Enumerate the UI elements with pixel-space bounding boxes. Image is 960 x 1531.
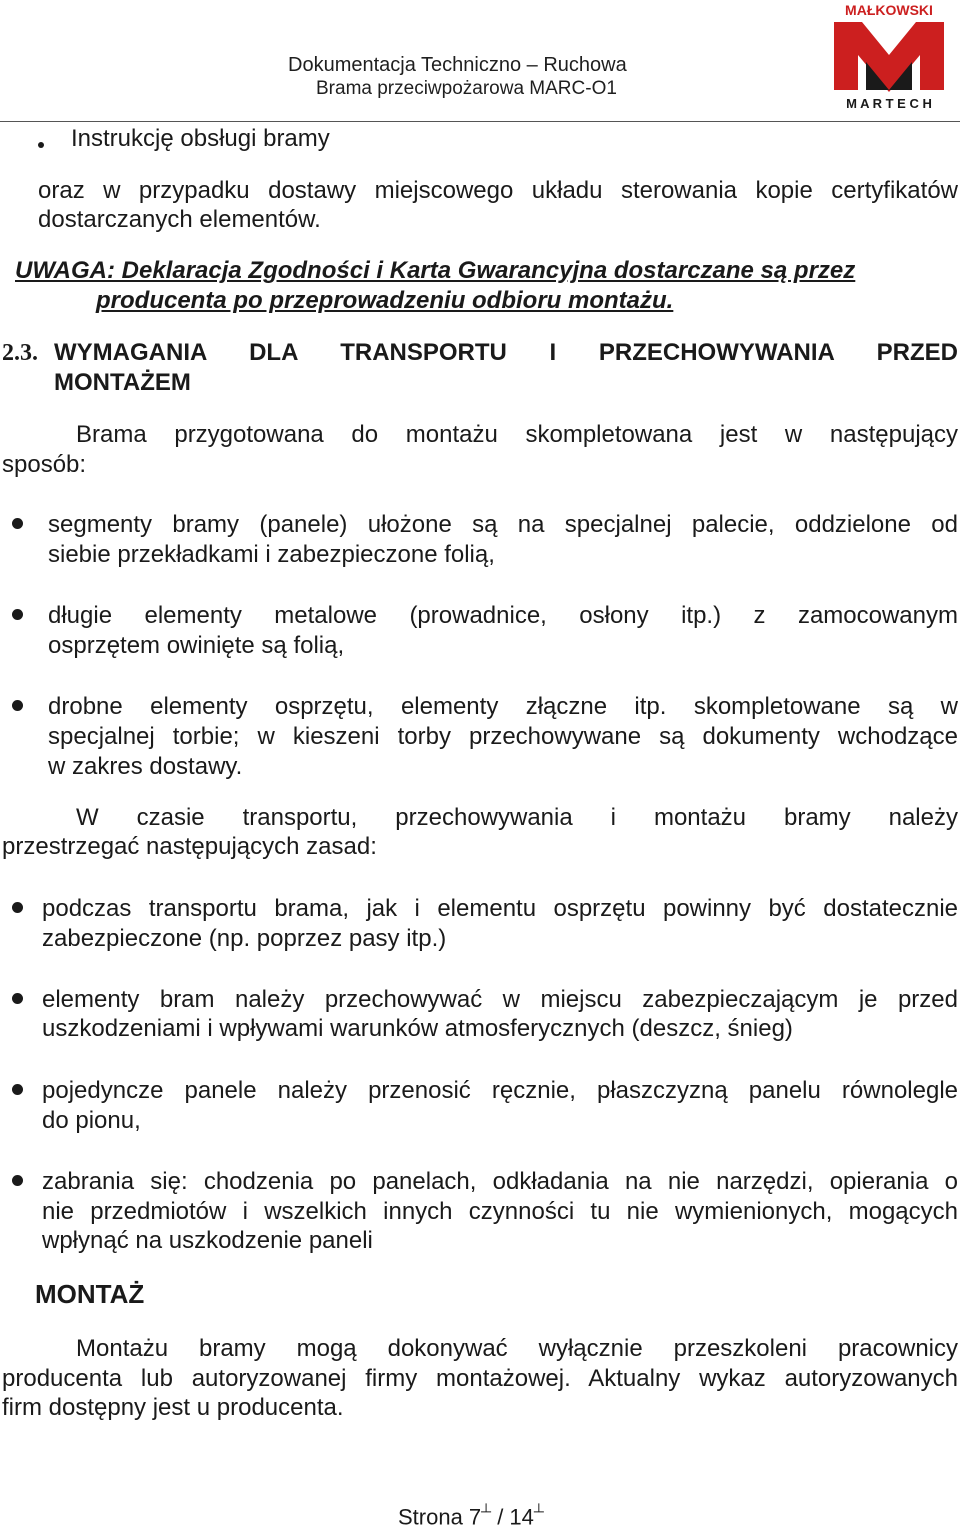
list2-item1-line1: podczas transportu brama, jak i elementu osprzętu powinny być dostatecznie (42, 895, 958, 922)
document-subtitle: Brama przeciwpożarowa MARC-O1 (316, 78, 617, 99)
section-title-line2: MONTAŻEM (54, 369, 191, 396)
list2-item4-line2: nie przedmiotów i wszelkich innych czynności tu nie wymienionych, mogących (42, 1198, 958, 1225)
warning-line1: UWAGA: Deklaracja Zgodności i Karta Gwarancyjna dostarczane są przez (15, 257, 856, 284)
montaz-para-line2: producenta lub autoryzowanej firmy montażowej. Aktualny wykaz autoryzowanych (2, 1365, 958, 1392)
list2-item4-line1: zabrania się: chodzenia po panelach, odkładania na nie narzędzi, opierania o (42, 1168, 958, 1195)
document-title: Dokumentacja Techniczno – Ruchowa (288, 54, 627, 76)
section-title-line1: WYMAGANIA DLA TRANSPORTU I PRZECHOWYWANIA PRZED (54, 339, 958, 366)
certs-para-line1: oraz w przypadku dostawy miejscowego układu sterowania kopie certyfikatów (38, 177, 958, 204)
bullet-icon (38, 142, 44, 148)
header-divider (0, 121, 960, 122)
bullet-icon (12, 609, 23, 620)
logo-m-shape (834, 22, 944, 92)
warning-line2: producenta po przeprowadzeniu odbioru montażu. (96, 287, 674, 314)
intro-line2: sposób: (2, 451, 87, 478)
intro-line1: Brama przygotowana do montażu skompletowana jest w następujący (76, 421, 958, 448)
logo-top-text: MAŁKOWSKI (845, 2, 933, 18)
rules-intro-line1: W czasie transportu, przechowywania i montażu bramy należy (76, 804, 958, 831)
montaz-para-line1: Montażu bramy mogą dokonywać wyłącznie przeszkoleni pracownicy (76, 1335, 958, 1362)
list1-item3-line3: w zakres dostawy. (48, 753, 243, 780)
bullet-icon (12, 1084, 23, 1095)
bullet-icon (12, 700, 23, 711)
list1-item2-line1: długie elementy metalowe (prowadnice, osłony itp.) z zamocowanym (48, 602, 958, 629)
rules-intro-line2: przestrzegać następujących zasad: (2, 833, 377, 860)
bullet-icon (12, 1175, 23, 1186)
montaz-heading: MONTAŻ (35, 1279, 145, 1309)
list2-item2-line1: elementy bram należy przechowywać w miejscu zabezpieczającym je przed (42, 986, 958, 1013)
page-mark-2: ┴ (533, 1503, 544, 1519)
list2-item3-line1: pojedyncze panele należy przenosić ręcznie, płaszczyzną panelu równolegle (42, 1077, 958, 1104)
bullet-icon (12, 993, 23, 1004)
list1-item2-line2: osprzętem owinięte są folią, (48, 632, 345, 659)
malkowski-martech-logo (828, 0, 950, 112)
list2-item4-line3: wpłynąć na uszkodzenie paneli (42, 1227, 373, 1254)
bullet-icon (12, 902, 23, 913)
page-mark: ┴ (481, 1503, 492, 1519)
page-prefix: Strona 7 (398, 1504, 482, 1530)
top-bullet-text: Instrukcję obsługi bramy (71, 125, 330, 152)
bullet-icon (12, 518, 23, 529)
section-number: 2.3. (2, 340, 38, 366)
list2-item2-line2: uszkodzeniami i wpływami warunków atmosferycznych (deszcz, śnieg) (42, 1015, 793, 1042)
list1-item1-line2: siebie przekładkami i zabezpieczone folią, (48, 541, 495, 568)
page-total: / 14 (491, 1504, 534, 1530)
list2-item3-line2: do pionu, (42, 1107, 141, 1134)
certs-para-line2: dostarczanych elementów. (38, 206, 321, 233)
list1-item3-line1: drobne elementy osprzętu, elementy złączne itp. skompletowane są w (48, 693, 958, 720)
list1-item1-line1: segmenty bramy (panele) ułożone są na specjalnej palecie, oddzielone od (48, 511, 958, 538)
logo-bottom-text: M A R T E C H (846, 96, 932, 111)
montaz-para-line3: firm dostępny jest u producenta. (2, 1394, 344, 1421)
page-number (398, 1497, 544, 1531)
list1-item3-line2: specjalnej torbie; w kieszeni torby przechowywane są dokumenty wchodzące (48, 723, 958, 750)
list2-item1-line2: zabezpieczone (np. poprzez pasy itp.) (42, 925, 447, 952)
